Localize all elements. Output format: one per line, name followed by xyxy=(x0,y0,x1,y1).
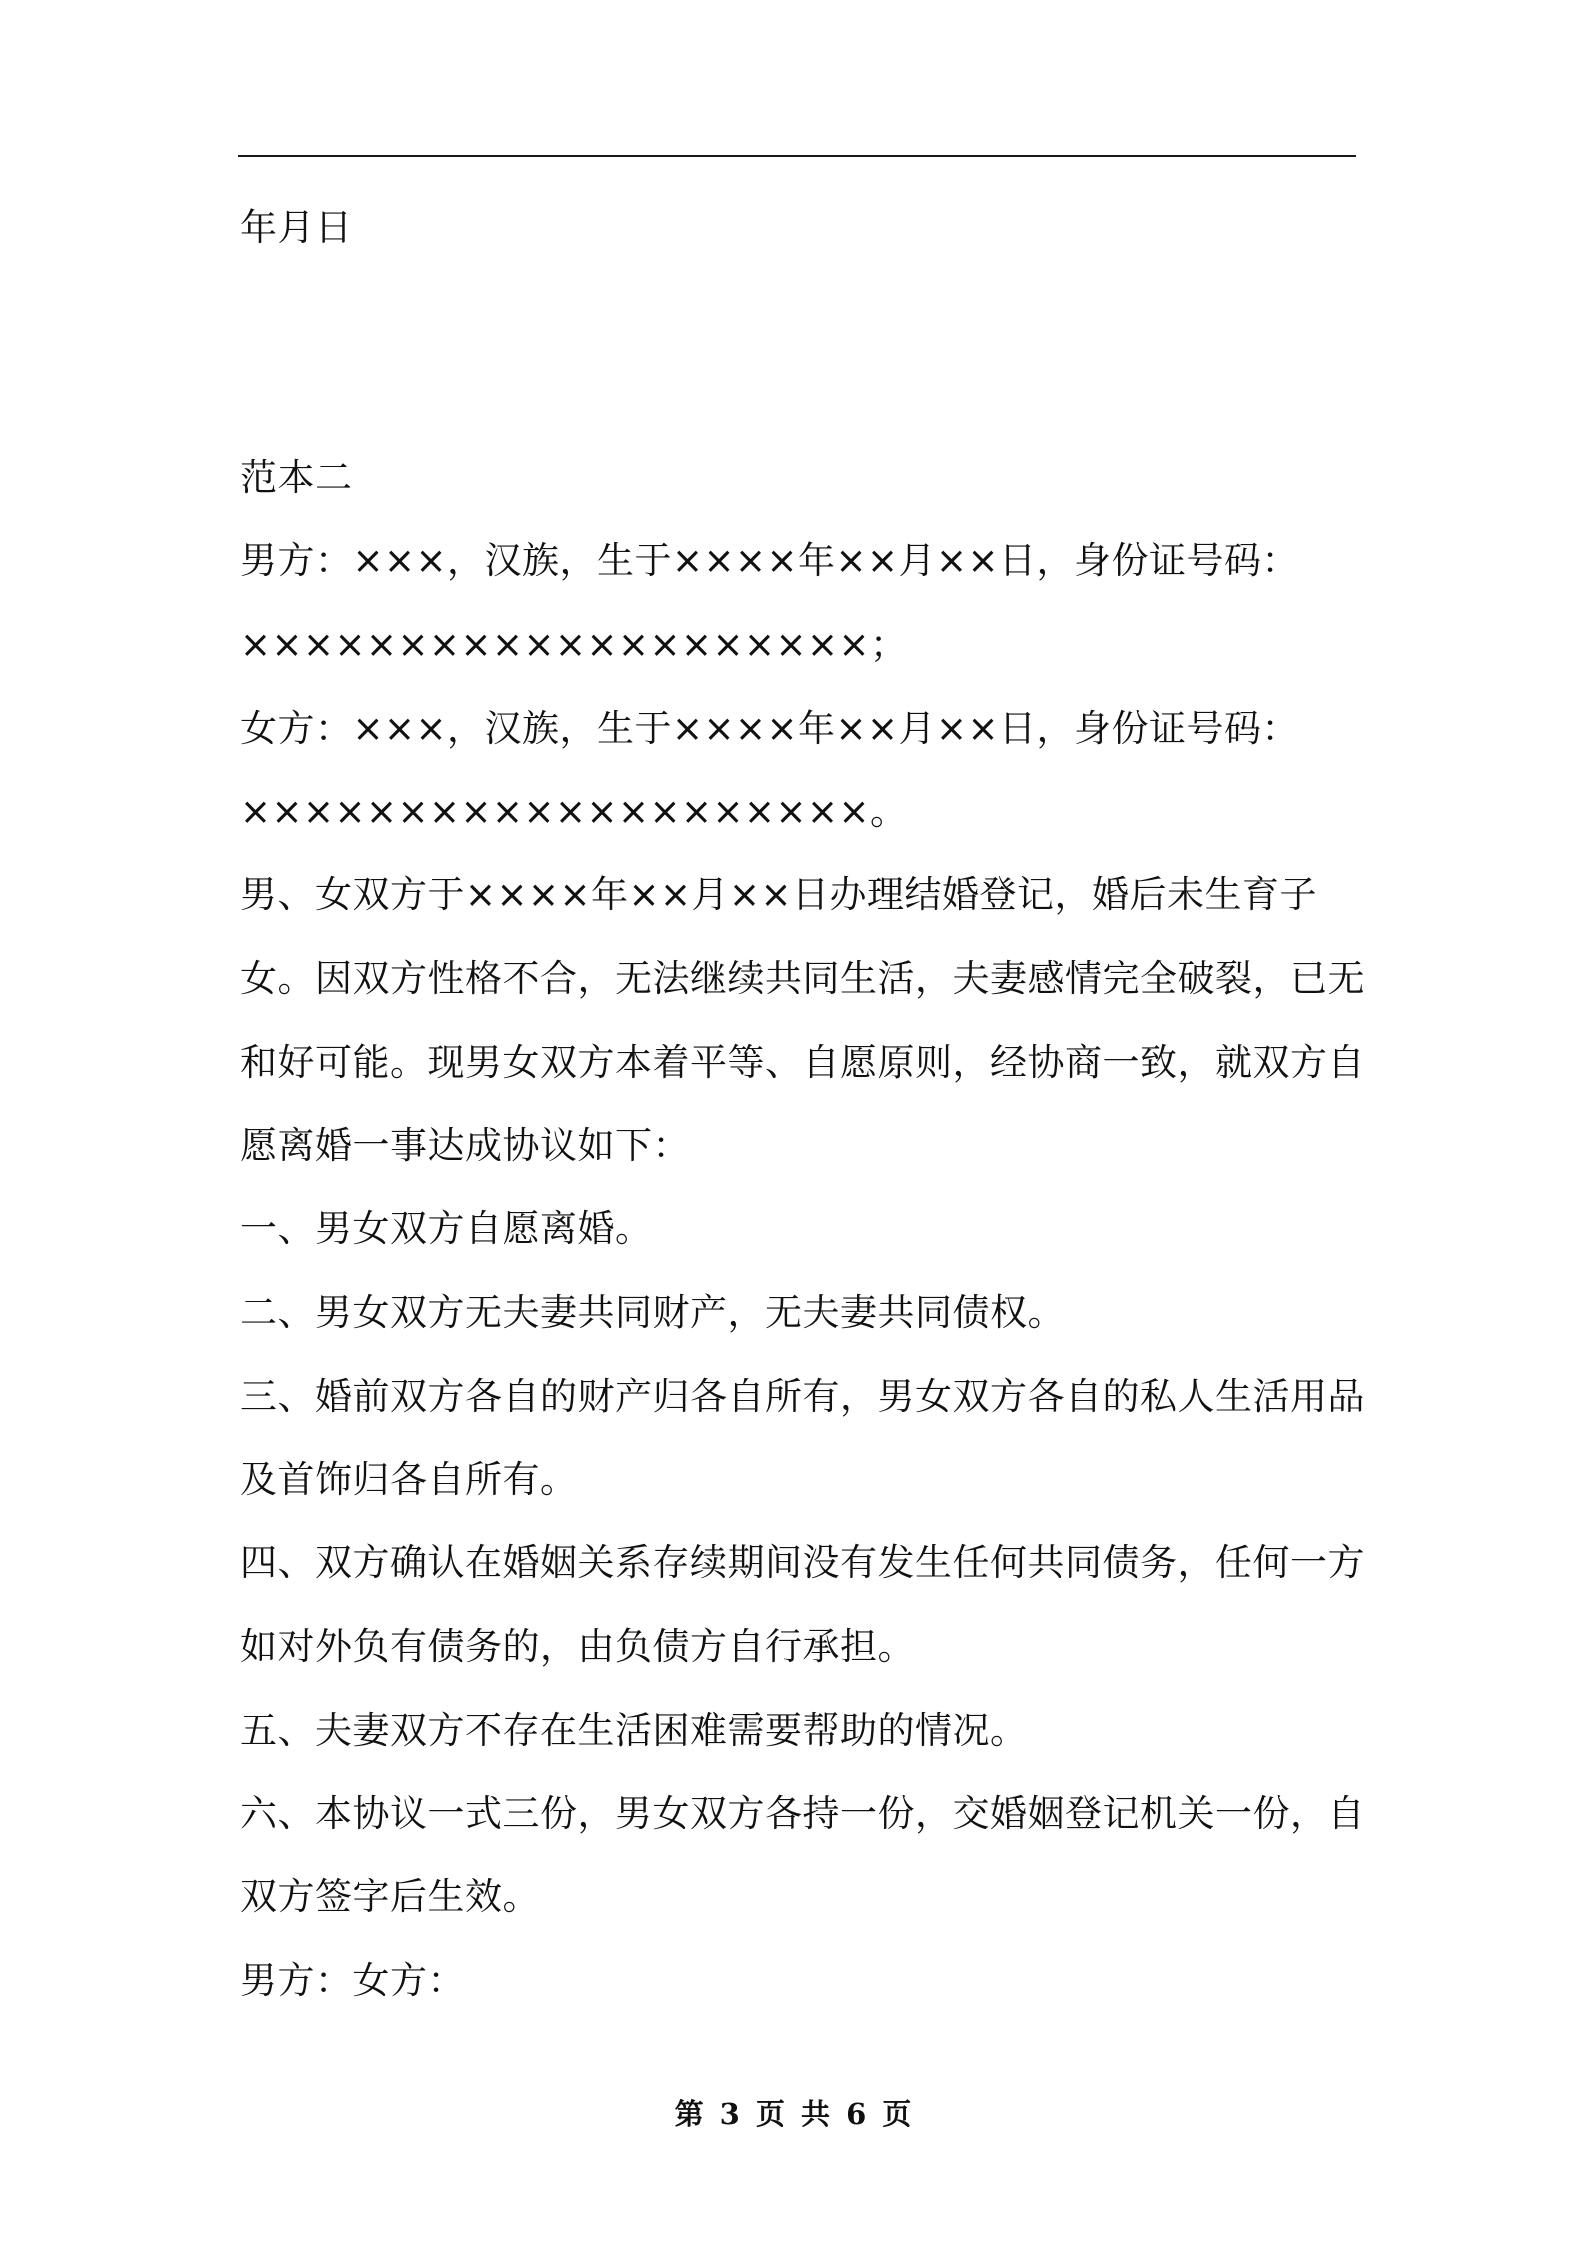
text-line: 四、双方确认在婚姻关系存续期间没有发生任何共同债务，任何一方 xyxy=(240,1541,1365,1584)
text-line: 女。因双方性格不合，无法继续共同生活，夫妻感情完全破裂，已无 xyxy=(240,957,1365,1000)
text-line: 及首饰归各自所有。 xyxy=(240,1458,578,1501)
text-line: ××××××××××××××××××××； xyxy=(240,623,908,666)
text-line: 三、婚前双方各自的财产归各自所有，男女双方各自的私人生活用品 xyxy=(240,1375,1365,1418)
page-number: 第 3 页 共 6 页 xyxy=(674,2097,912,2131)
text-line: 和好可能。现男女双方本着平等、自愿原则，经协商一致，就双方自 xyxy=(240,1041,1365,1084)
text-line: 一、男女双方自愿离婚。 xyxy=(240,1207,653,1250)
text-line: 女方：×××，汉族，生于××××年××月××日，身份证号码： xyxy=(240,707,1300,750)
text-line: 双方签字后生效。 xyxy=(240,1875,540,1918)
text-line: 五、夫妻双方不存在生活困难需要帮助的情况。 xyxy=(240,1709,1028,1752)
text-line: 男、女双方于××××年××月××日办理结婚登记，婚后未生育子 xyxy=(240,873,1318,916)
signature-line: 男方：女方： xyxy=(240,1959,465,2002)
text-line: 愿离婚一事达成协议如下： xyxy=(240,1124,690,1167)
text-line: ××××××××××××××××××××。 xyxy=(240,790,908,833)
text-line: 如对外负有债务的，由负债方自行承担。 xyxy=(240,1625,915,1668)
text-line: 六、本协议一式三份，男女双方各持一份，交婚姻登记机关一份，自 xyxy=(240,1792,1365,1835)
section-title: 范本二 xyxy=(240,456,353,499)
text-line: 男方：×××，汉族，生于××××年××月××日，身份证号码： xyxy=(240,539,1300,582)
header-rule xyxy=(238,155,1356,157)
date-line: 年月日 xyxy=(240,206,353,249)
text-line: 二、男女双方无夫妻共同财产，无夫妻共同债权。 xyxy=(240,1291,1065,1334)
